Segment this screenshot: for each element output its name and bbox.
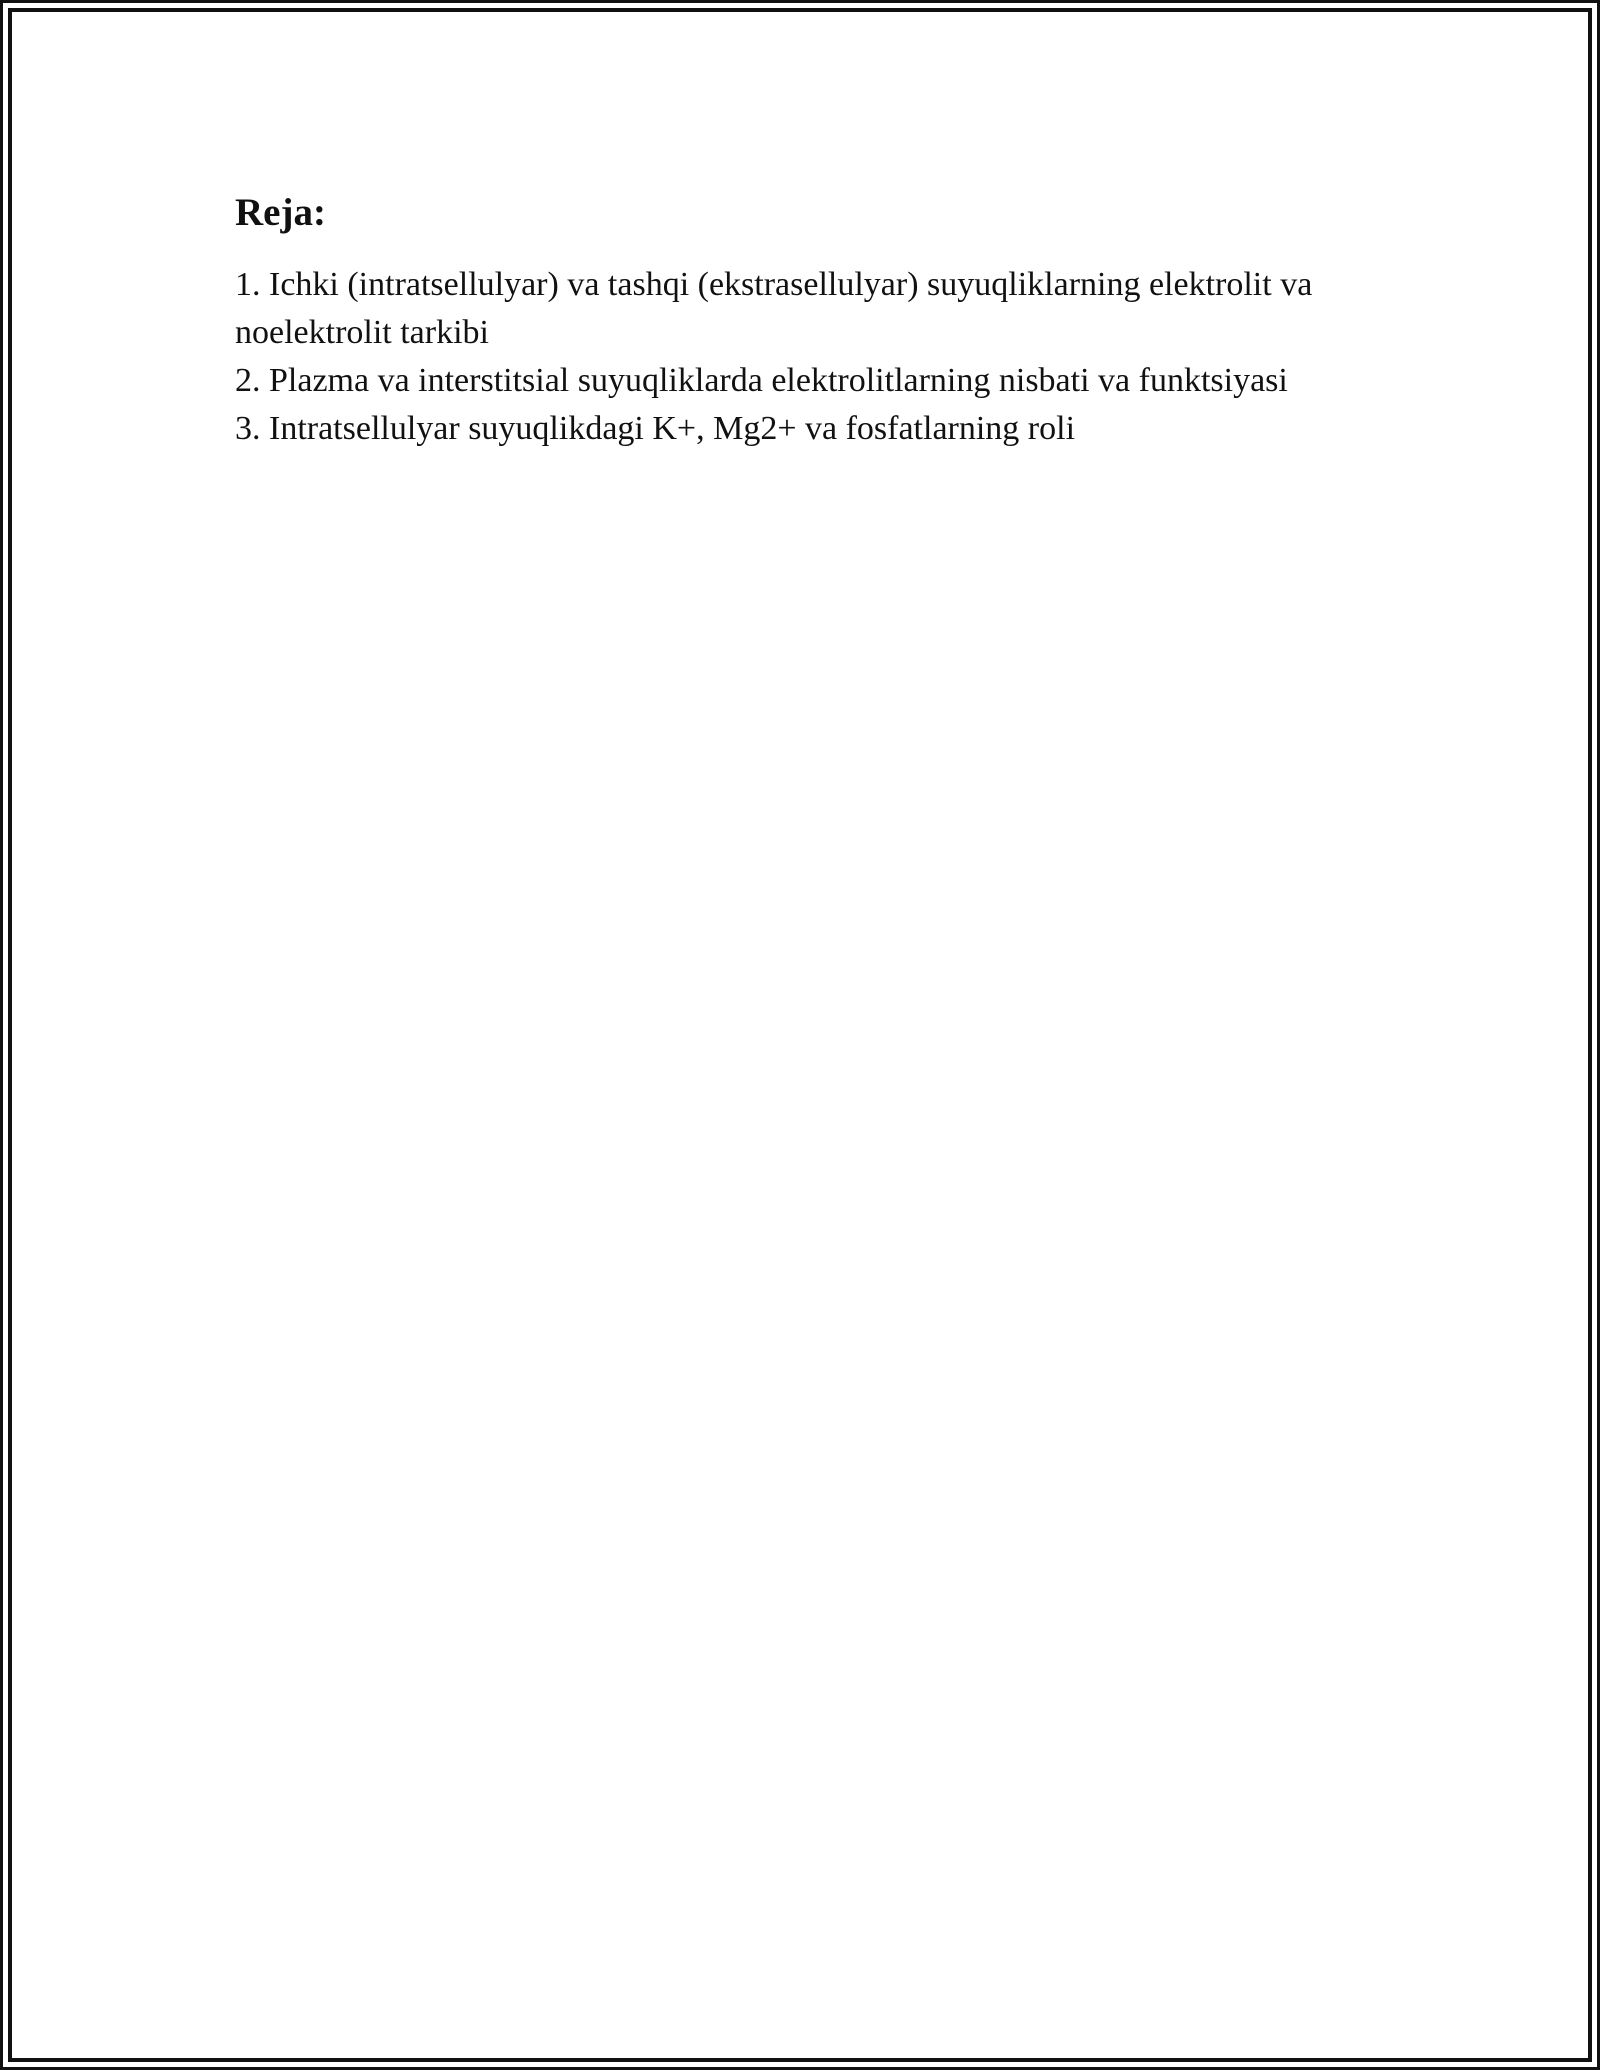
plan-list [235,261,1365,453]
plan-item-2: 2. Plazma va interstitsial suyuqliklarda elektrolitlarning nisbati va funktsiyasi [235,362,1288,399]
plan-title: Reja: [235,191,326,234]
plan-item-3: 3. Intratsellulyar suyuqlikdagi K+, Mg2+ va fosfatlarning roli [235,410,1076,447]
plan-item-1: 1. Ichki (intratsellulyar) va tashqi (ekstrasellulyar) suyuqliklarning elektrolit va noelektrolit tarkibi [235,266,1313,351]
page-content [235,185,1365,453]
